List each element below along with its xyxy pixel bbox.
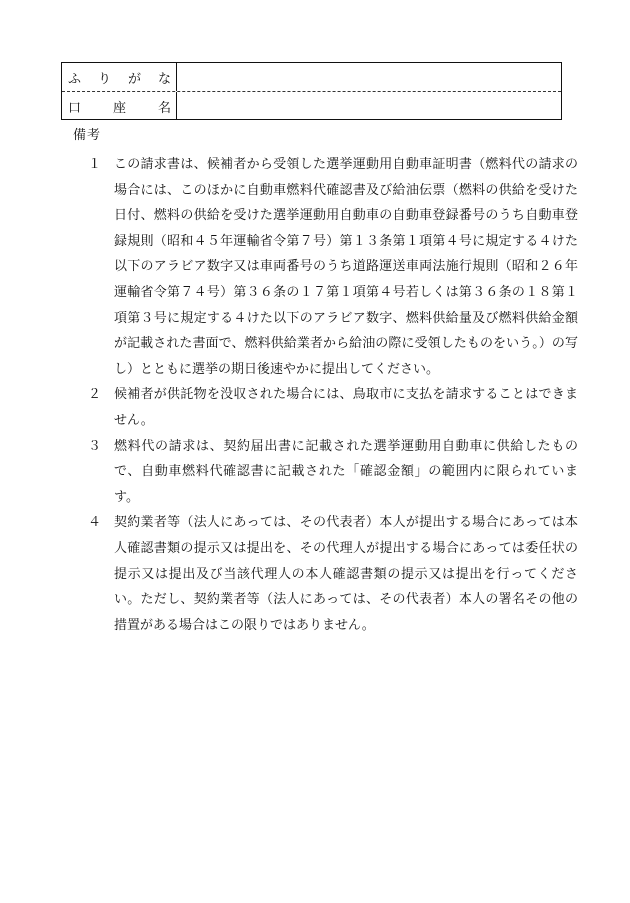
- furigana-label-char: が: [127, 71, 141, 87]
- account-name-label: [62, 92, 177, 120]
- account-name-field[interactable]: [177, 92, 561, 120]
- furigana-row: [62, 63, 561, 91]
- remark-text: 契約業者等（法人にあっては、その代表者）本人が提出する場合にあっては本人確認書類の提示又は提出を、その代理人が提出する場合にあっては委任状の提示又は提出及び当該代理人の本人確認書類の提示又は提出を行ってください。ただし、契約業者等（法人にあっては、その代表者）本人の署名その他の措置がある場合はこの限りではありません。: [114, 515, 578, 633]
- account-name-label-char: 口: [68, 100, 82, 116]
- remark-number: １: [88, 157, 102, 172]
- furigana-label-char: り: [97, 71, 111, 87]
- remarks-heading: 備考: [73, 128, 102, 143]
- remark-item: [88, 152, 578, 382]
- account-name-row: [62, 91, 561, 120]
- furigana-label-char: ふ: [68, 71, 82, 87]
- remark-number: ４: [88, 515, 102, 531]
- remark-number: ３: [88, 438, 102, 454]
- account-name-label-char: 座: [112, 100, 126, 116]
- remark-text: この請求書は、候補者から受領した選挙運動用自動車証明書（燃料代の請求の場合には、このほかに自動車燃料代確認書及び給油伝票（燃料の供給を受けた日付、燃料の供給を受けた選挙運動用自動車の自動車登録番号のうち自動車登録規則（昭和４５年運輸省令第７号）第１３条第１項第４号に規定する４けた以下のアラビア数字又は車両番号のうち道路運送車両法施行規則（昭和２６年運輸省令第７４号）第３６条の１７第１項第４号若しくは第３６条の１８第１項第３号に規定する４けた以下のアラビア数字、燃料供給量及び燃料供給金額が記載された書面で、燃料供給業者から給油の際に受領したものをいう。）の写し）とともに選挙の期日後速やかに提出してください。: [114, 157, 578, 377]
- remark-text: 燃料代の請求は、契約届出書に記載された選挙運動用自動車に供給したもので、自動車燃料代確認書に記載された「確認金額」の範囲内に限られています。: [114, 438, 578, 505]
- remark-item: [88, 382, 578, 433]
- furigana-label-char: な: [157, 71, 171, 87]
- account-table: [61, 62, 562, 120]
- furigana-label: [62, 63, 177, 91]
- remark-text: 候補者が供託物を没収された場合には、鳥取市に支払を請求することはできません。: [114, 387, 578, 428]
- remark-number: ２: [88, 387, 102, 403]
- remark-item: [88, 434, 578, 511]
- account-name-label-char: 名: [157, 100, 171, 116]
- remarks-list: [88, 152, 578, 638]
- furigana-field[interactable]: [177, 63, 561, 91]
- remark-item: [88, 510, 578, 638]
